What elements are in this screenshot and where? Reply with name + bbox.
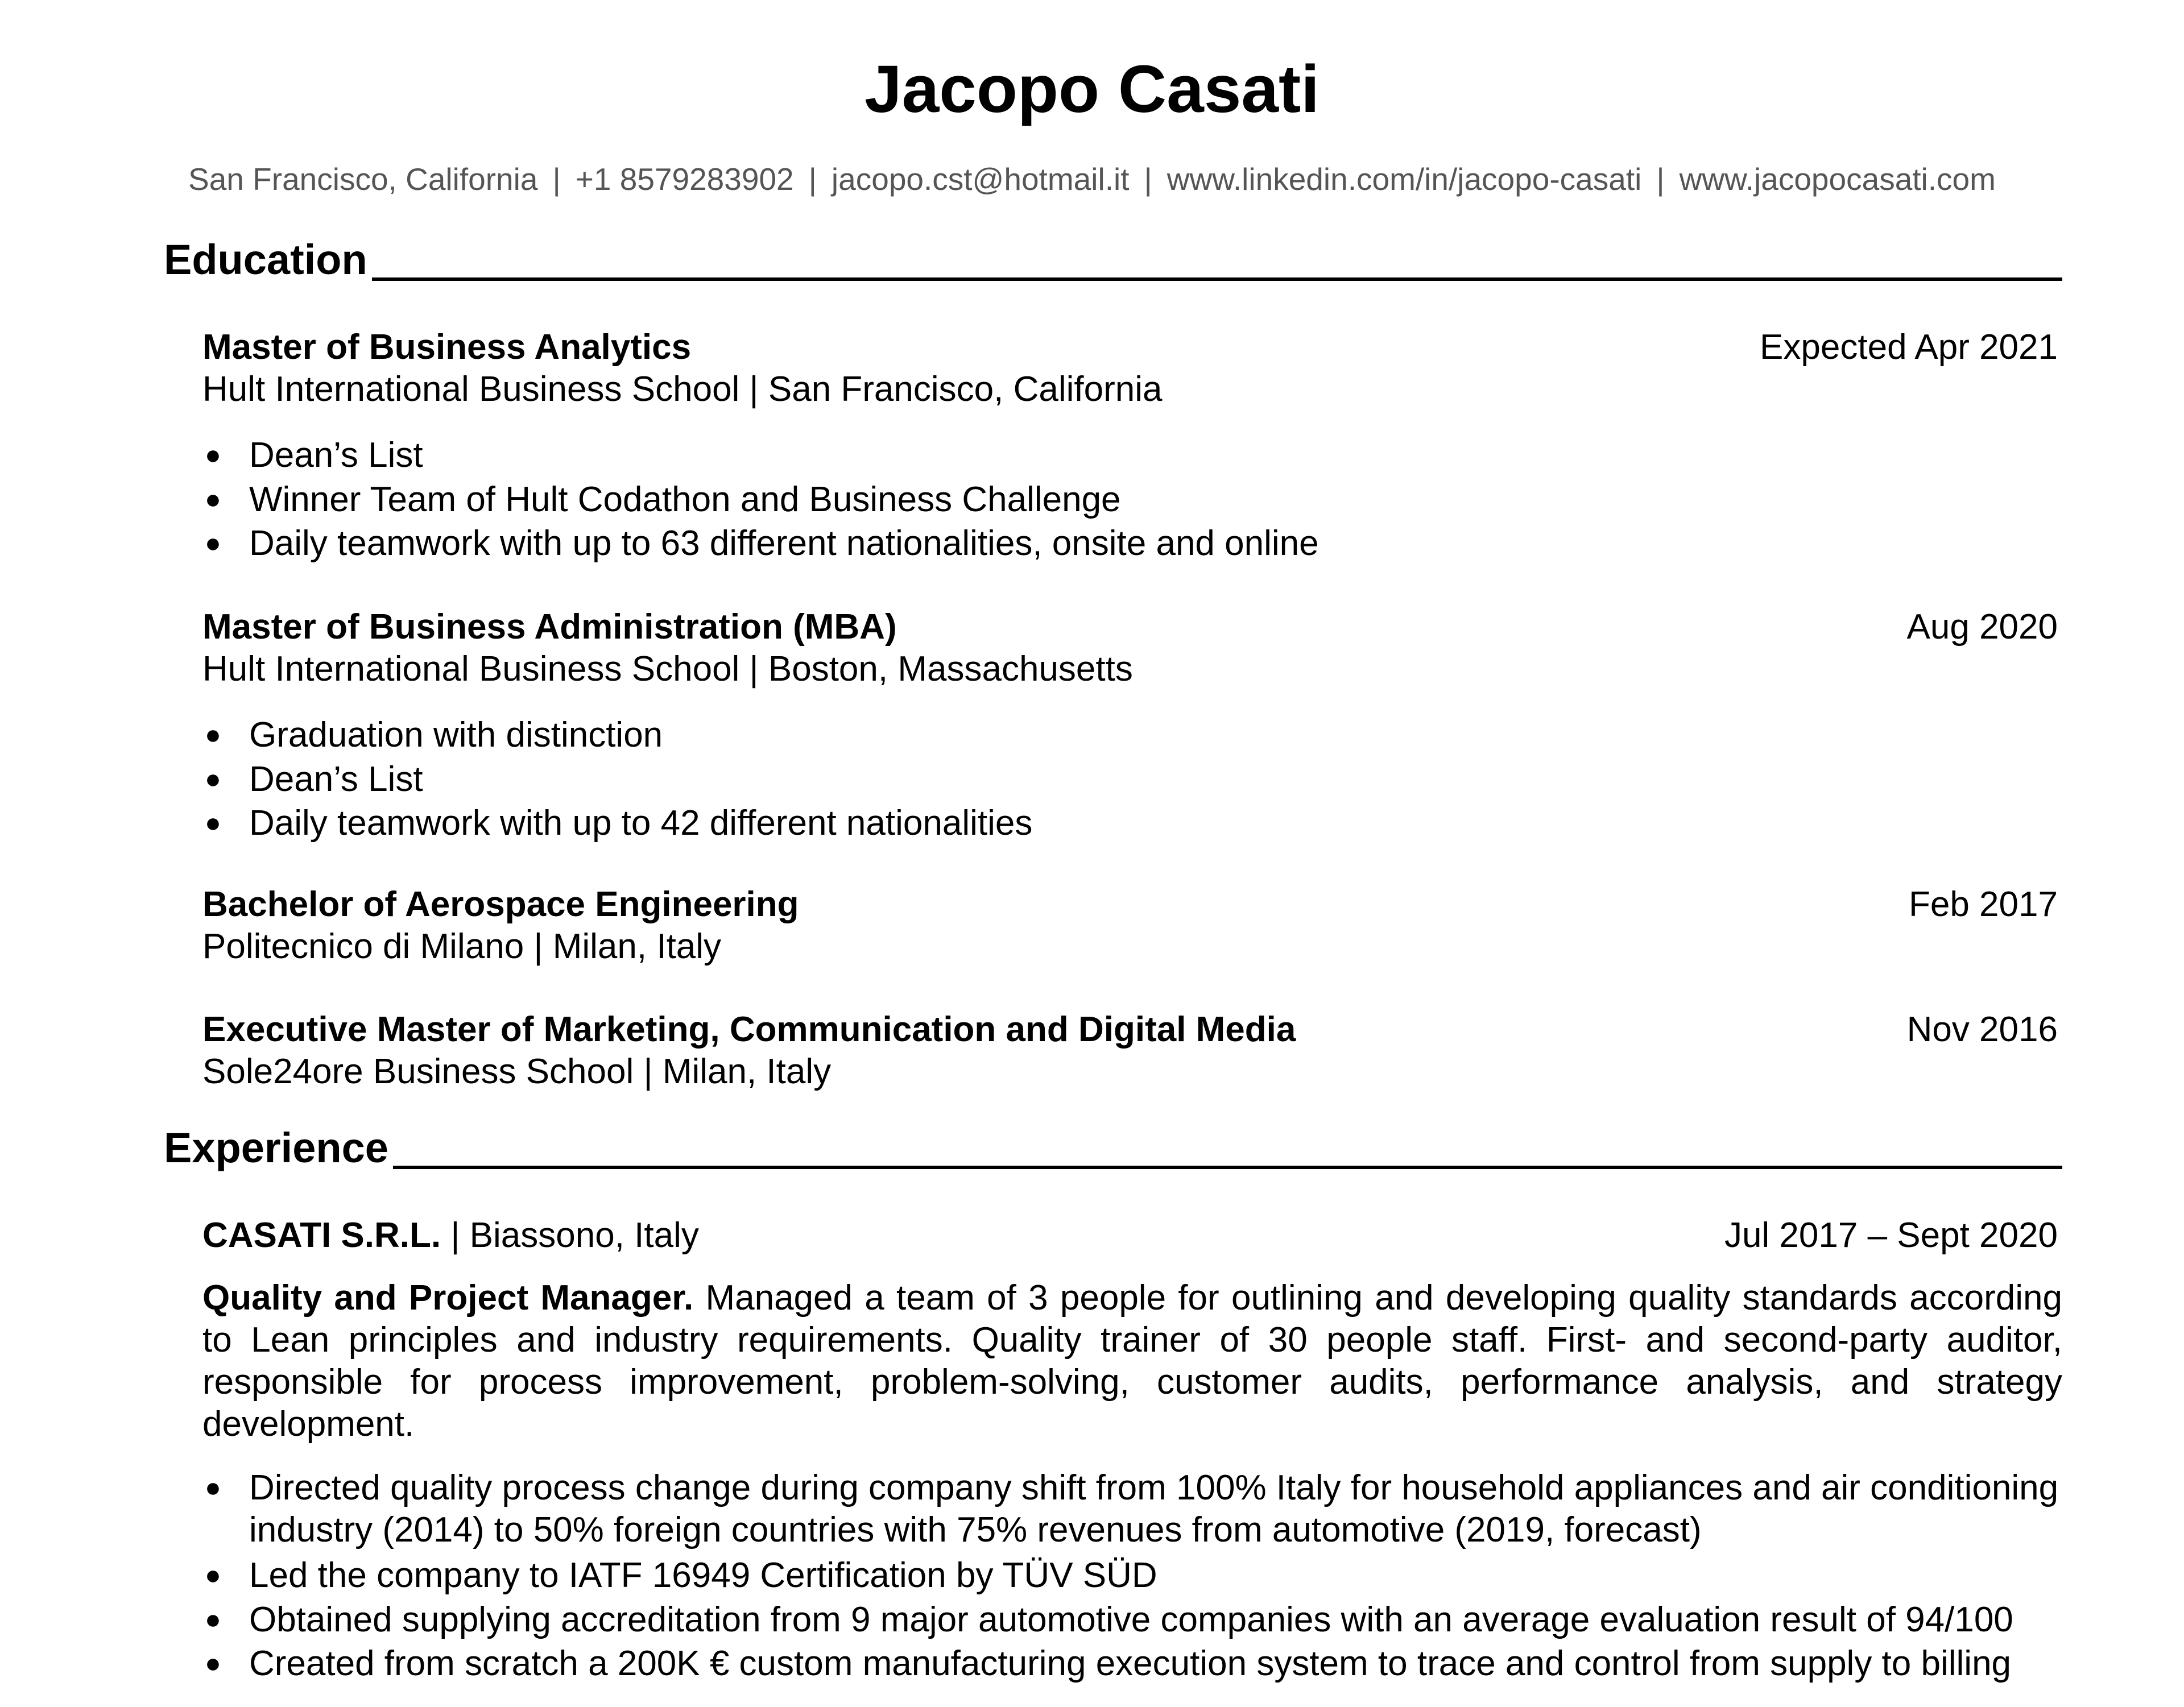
list-item <box>202 801 2062 846</box>
bullet-text: Created from scratch a 200K € custom manufacturing execution system to trace and control from supply to billing <box>249 1644 2012 1683</box>
list-item <box>202 1553 2062 1598</box>
list-item <box>202 713 2062 757</box>
contact-linkedin[interactable]: www.linkedin.com/in/jacopo-casati <box>1167 161 1642 197</box>
contact-line <box>0 160 2184 198</box>
list-item <box>202 1642 2062 1686</box>
experience-section-title: Experience <box>164 1124 388 1171</box>
bullet-text: Directed quality process change during company shift from 100% Italy for household appliances and air conditioning industry (2014) to 50% foreign countries with 75% revenues from automotive (2019, forecast) <box>249 1468 2059 1549</box>
contact-phone: +1 8579283902 <box>575 161 794 197</box>
education-bullet-list <box>202 433 2062 566</box>
bullet-icon: ● <box>205 1604 221 1635</box>
bullet-text: Winner Team of Hult Codathon and Business Challenge <box>249 479 1121 519</box>
degree-date: Aug 2020 <box>1906 607 2058 647</box>
company-line <box>202 1215 699 1257</box>
experience-section-header <box>164 1124 2062 1172</box>
bullet-icon: ● <box>205 764 221 794</box>
bullet-icon: ● <box>205 720 221 750</box>
degree-title: Bachelor of Aerospace Engineering <box>202 885 799 924</box>
candidate-name: Jacopo Casati <box>864 52 1320 127</box>
school-line: Hult International Business School | Boston, Massachusetts <box>202 649 1133 689</box>
education-section-header <box>164 235 2062 284</box>
job-summary: Managed a team of 3 people for outlining and developing quality standards according to Lean principles and industry requirements. Quality trainer of 30 people staff. First- and second-party auditor, responsible for process improvement, problem-solving, customer audits, performance analysis, and strategy development. <box>202 1278 2062 1444</box>
contact-location: San Francisco, California <box>188 161 538 197</box>
contact-separator: | <box>552 161 561 197</box>
section-divider <box>372 277 2062 281</box>
contact-email[interactable]: jacopo.cst@hotmail.it <box>831 161 1130 197</box>
bullet-text: Graduation with distinction <box>249 715 663 755</box>
bullet-text: Dean’s List <box>249 436 423 475</box>
bullet-text: Led the company to IATF 16949 Certification by TÜV SÜD <box>249 1556 1157 1595</box>
education-section-title: Education <box>164 236 367 283</box>
degree-title: Executive Master of Marketing, Communication and Digital Media <box>202 1010 1296 1049</box>
degree-date: Feb 2017 <box>1909 885 2058 924</box>
list-item <box>202 1598 2062 1642</box>
bullet-icon: ● <box>205 528 221 558</box>
school-line: Politecnico di Milano | Milan, Italy <box>202 927 722 966</box>
job-role: Quality and Project Manager. <box>202 1278 694 1317</box>
bullet-text: Daily teamwork with up to 63 different nationalities, onsite and online <box>249 524 1319 563</box>
school-line: Hult International Business School | San Francisco, California <box>202 370 1163 409</box>
bullet-icon: ● <box>205 808 221 838</box>
bullet-text: Dean’s List <box>249 759 423 799</box>
degree-date: Expected Apr 2021 <box>1760 328 2058 367</box>
education-entry-header <box>202 606 2058 648</box>
list-item <box>202 521 2062 566</box>
contact-separator: | <box>808 161 817 197</box>
education-entry-header <box>202 326 2058 368</box>
bullet-icon: ● <box>205 1648 221 1679</box>
experience-entry-header <box>202 1215 2058 1257</box>
section-divider <box>393 1166 2062 1169</box>
company-name: CASATI S.R.L. <box>202 1216 441 1255</box>
list-item <box>202 478 2062 522</box>
education-bullet-list <box>202 713 2062 846</box>
company-location: | Biassono, Italy <box>450 1216 699 1255</box>
list-item <box>202 433 2062 478</box>
degree-title: Master of Business Administration (MBA) <box>202 607 897 647</box>
contact-website[interactable]: www.jacopocasati.com <box>1679 161 1996 197</box>
list-item <box>202 757 2062 802</box>
bullet-icon: ● <box>205 440 221 470</box>
degree-title: Master of Business Analytics <box>202 328 692 367</box>
school-line: Sole24ore Business School | Milan, Italy <box>202 1052 832 1091</box>
job-description <box>202 1277 2062 1445</box>
experience-bullet-list <box>202 1467 2062 1686</box>
bullet-text: Obtained supplying accreditation from 9 major automotive companies with an average evaluation result of 94/100 <box>249 1600 2013 1639</box>
contact-separator: | <box>1144 161 1152 197</box>
contact-separator: | <box>1656 161 1665 197</box>
degree-date: Nov 2016 <box>1906 1010 2058 1049</box>
education-entry-header <box>202 1009 2058 1051</box>
bullet-text: Daily teamwork with up to 42 different nationalities <box>249 803 1033 843</box>
bullet-icon: ● <box>205 484 221 515</box>
education-entry-header <box>202 884 2058 926</box>
list-item <box>202 1467 2062 1551</box>
bullet-icon: ● <box>205 1473 221 1503</box>
job-dates: Jul 2017 – Sept 2020 <box>1724 1216 2058 1255</box>
bullet-icon: ● <box>205 1560 221 1590</box>
